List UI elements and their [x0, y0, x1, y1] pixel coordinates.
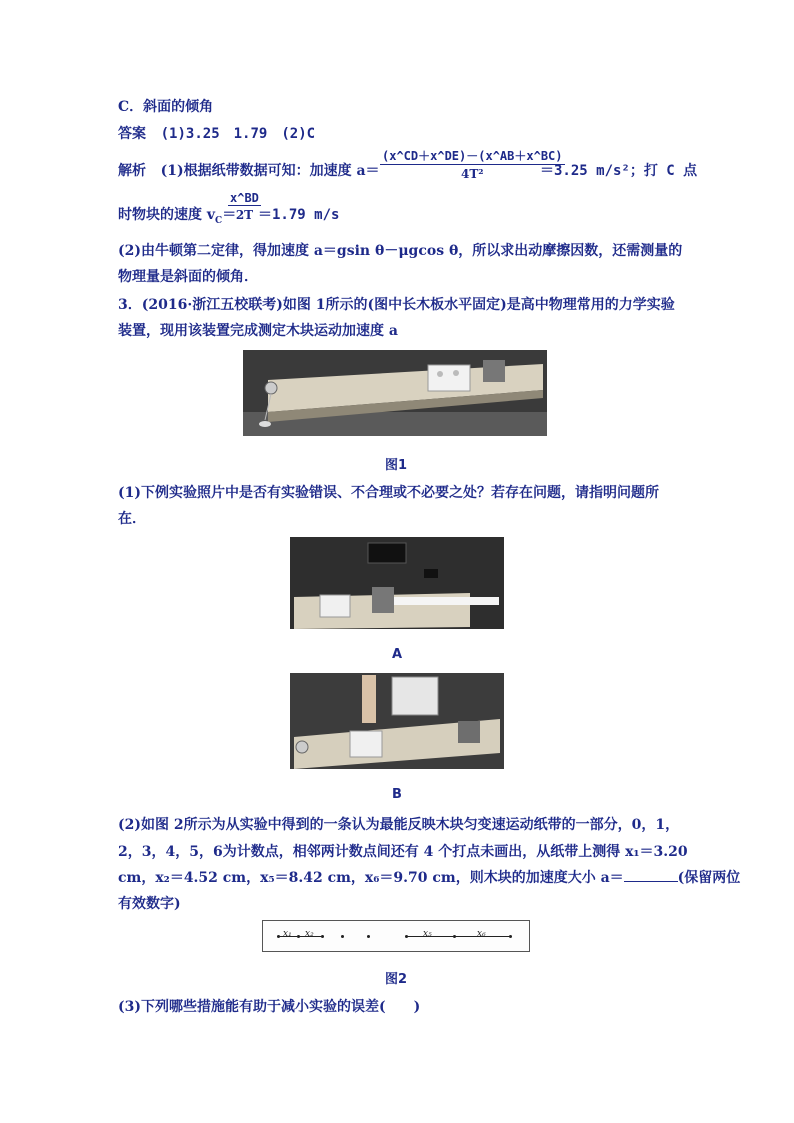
apparatus-photo-1 [243, 350, 547, 436]
analysis-1a-tail: ＝3.25 m/s²；打 C 点 [540, 163, 698, 179]
question-3-1-line-b: 在． [118, 511, 146, 527]
count-point-2 [321, 935, 324, 938]
analysis-1b-eq: ＝ [222, 207, 237, 223]
photo-a-caption: A [392, 647, 403, 662]
photo-b-caption: B [392, 787, 402, 802]
velocity-fraction [228, 191, 261, 222]
answer-value: (1)3.25 1.79 (2)C [160, 126, 316, 142]
count-point-4 [367, 935, 370, 938]
figure-1-photo [243, 350, 547, 436]
answer-blank[interactable] [624, 867, 678, 882]
velocity-denominator: 2T [235, 208, 254, 222]
analysis-1a-text: (1)根据纸带数据可知：加速度 a＝ [160, 163, 380, 179]
question-3-3: (3)下列哪些措施能有助于减小实验的误差( ) [118, 999, 421, 1015]
x1-label: x₁ [283, 929, 292, 939]
figure-1-caption: 图1 [385, 458, 408, 473]
acceleration-fraction [380, 147, 565, 181]
answer-label: 答案 [118, 126, 146, 142]
question-3-line-a: 3．(2016·浙江五校联考)如图 1所示的(图中长木板水平固定)是高中物理常用的力学实验 [118, 297, 675, 313]
photo-a [290, 537, 504, 629]
figure-2-paper-tape [262, 920, 530, 952]
answer-line [118, 123, 315, 143]
count-point-7 [509, 935, 512, 938]
acceleration-numerator: (x^CD＋x^DE)－(x^AB＋x^BC) [382, 149, 563, 163]
vc-subscript: C [215, 215, 223, 226]
question-3-2-line-c-head: cm，x₂＝4.52 cm，x₅＝8.42 cm，x₆＝9.70 cm，则木块的加速度大小 a＝ [118, 870, 624, 886]
velocity-numerator: x^BD [230, 191, 259, 205]
photo-b [290, 673, 504, 769]
question-3-2-line-c [118, 867, 740, 887]
analysis-label: 解析 [118, 163, 146, 179]
figure-2-caption: 图2 [385, 972, 408, 987]
question-3-2-line-b: 2，3，4，5，6为计数点，相邻两计数点间还有 4 个打点未画出，从纸带上测得 x₁＝3.20 [118, 844, 688, 860]
apparatus-photo-a [290, 537, 504, 629]
question-3-line-b: 装置，现用该装置完成测定木块运动加速度 a [118, 323, 398, 339]
analysis-line-1a [118, 160, 380, 180]
question-3-2-line-d: 有效数字) [118, 896, 181, 912]
analysis-line-2a: (2)由牛顿第二定律，得加速度 a＝gsin θ－μgcos θ，所以求出动摩擦因数，还需测量的 [118, 243, 683, 259]
apparatus-photo-b [290, 673, 504, 769]
option-c: C．斜面的倾角 [118, 99, 214, 115]
analysis-line-1b [118, 204, 236, 226]
question-3-1-line-a: (1)下例实验照片中是否有实验错误、不合理或不必要之处？若存在问题，请指明问题所 [118, 485, 659, 501]
question-3-2-line-a: (2)如图 2所示为从实验中得到的一条认为最能反映木块匀变速运动纸带的一部分，0，1， [118, 817, 680, 833]
analysis-1b-head: 时物块的速度 v [118, 207, 216, 223]
x5-label: x₅ [423, 929, 432, 939]
x6-label: x₆ [477, 929, 486, 939]
analysis-1b-tail: ＝1.79 m/s [258, 207, 340, 223]
question-3-2-line-c-tail: (保留两位 [677, 870, 741, 886]
count-point-3 [341, 935, 344, 938]
acceleration-denominator: 4T² [460, 167, 484, 181]
x2-label: x₂ [305, 929, 314, 939]
analysis-line-2b: 物理量是斜面的倾角． [118, 269, 258, 285]
